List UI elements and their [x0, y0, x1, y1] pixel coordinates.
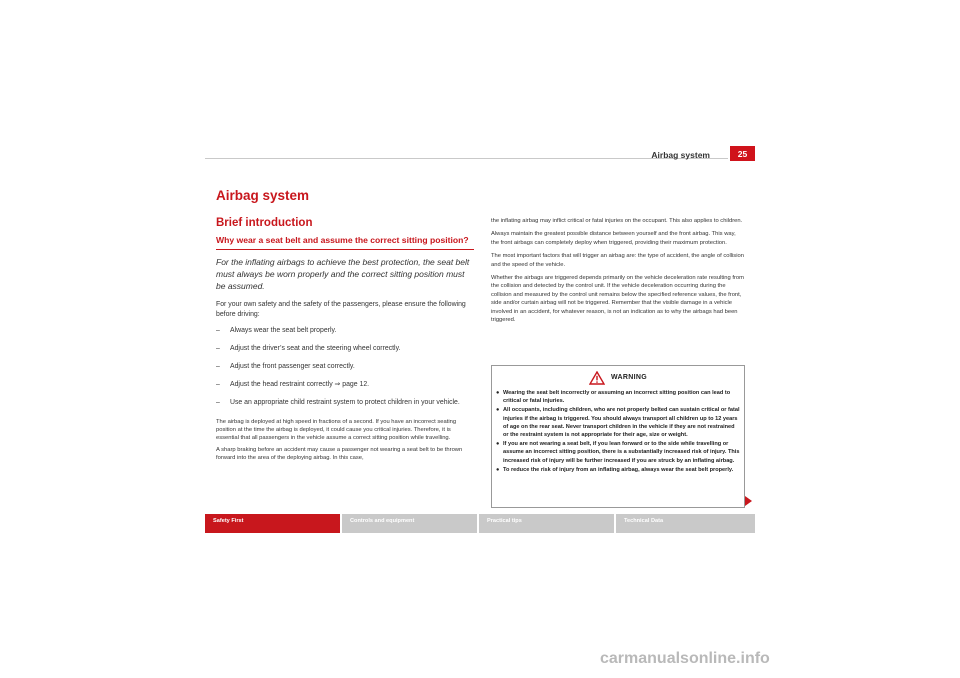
tab-controls-and-equipment[interactable]: Controls and equipment	[342, 514, 477, 533]
tab-practical-tips[interactable]: Practical tips	[479, 514, 614, 533]
running-header-title: Airbag system	[651, 150, 710, 160]
dash-marker: –	[216, 326, 220, 334]
warning-text: Wearing the seat belt incorrectly or assuming an incorrect sitting position can lead to critical or fatal injuries.	[503, 390, 731, 405]
dash-marker: –	[216, 362, 220, 370]
footer-section-tabs	[205, 514, 755, 533]
airbag-notes	[216, 418, 474, 463]
bullet-icon: ●	[496, 466, 500, 473]
note-paragraph: A sharp braking before an accident may cause a passenger not wearing a seat belt to be thrown forward into the area of the deploying airbag. In this case,	[216, 446, 463, 462]
body-paragraph: Whether the airbags are triggered depends primarily on the vehicle deceleration rate resulting from the collision and detected by the control unit. If the vehicle deceleration occurring during the collision and measured by the control unit remains below the specified reference values, the front, side and/or curtain airbag will not be triggered. Remember that the visible damage in a vehicle involved in an accident, for whatever reason, is not an indication as to why the airbags had been triggered.	[491, 275, 744, 324]
lead-text: For your own safety and the safety of the passengers, please ensure the following before driving:	[216, 300, 466, 318]
step-text: Always wear the seat belt properly.	[230, 326, 337, 334]
dash-marker: –	[216, 398, 220, 406]
body-paragraph: The most important factors that will trigger an airbag are: the type of accident, the angle of collision and the speed of the vehicle.	[491, 253, 744, 268]
warning-label: WARNING	[611, 374, 647, 381]
list-item	[216, 380, 474, 390]
intro-text: For the inflating airbags to achieve the best protection, the seat belt must always be worn properly and the correct sitting position must be assumed.	[216, 256, 470, 291]
list-item	[216, 398, 474, 408]
step-text: Use an appropriate child restraint system to protect children in your vehicle.	[230, 398, 460, 406]
body-paragraph: the inflating airbag may inflict critical or fatal injuries on the occupant. This also applies to children.	[491, 218, 743, 224]
tab-safety-first[interactable]: Safety First	[205, 514, 340, 533]
warning-triangle-icon	[589, 371, 605, 385]
section-subtitle: Why wear a seat belt and assume the correct sitting position?	[216, 235, 474, 250]
bullet-icon: ●	[496, 407, 500, 414]
list-item	[216, 362, 474, 372]
step-text: Adjust the driver’s seat and the steering wheel correctly.	[230, 344, 401, 352]
dash-marker: –	[216, 380, 220, 388]
left-column	[216, 217, 474, 466]
warning-list	[492, 389, 744, 474]
list-item	[496, 440, 740, 465]
warning-header	[492, 370, 744, 385]
step-text: Adjust the front passenger seat correctly.	[230, 362, 355, 370]
dash-marker: –	[216, 344, 220, 352]
bullet-icon: ●	[496, 390, 500, 396]
list-item	[216, 326, 474, 336]
note-paragraph: The airbag is deployed at high speed in fractions of a second. If you have an incorrect seating position at the time the airbag is deployed, it could cause you critical injuries. Therefore, it is essential that all passengers in the vehicle assume a correct sitting position while travelling.	[216, 418, 457, 442]
warning-text: To reduce the risk of injury from an inflating airbag, always wear the seat belt properly.	[503, 466, 734, 473]
continue-arrow-icon	[745, 496, 752, 506]
tab-technical-data[interactable]: Technical Data	[616, 514, 755, 533]
page-number-badge: 25	[730, 146, 755, 161]
list-item	[496, 389, 740, 405]
list-item	[496, 406, 740, 439]
warning-text: If you are not wearing a seat belt, if you lean forward or to the side while travelling or assume an incorrect sitting position, there is a substantially increased risk of injury. This increased risk of injury will be further increased if you are struck by an inflating airbag.	[503, 441, 740, 464]
chapter-title: Airbag system	[216, 188, 310, 203]
header-rule	[205, 158, 728, 159]
step-list	[216, 326, 474, 408]
step-text-with-page-link[interactable]: Adjust the head restraint correctly ⇒ page 12.	[230, 380, 370, 388]
list-item	[216, 344, 474, 354]
section-title: Brief introduction	[216, 217, 313, 229]
list-item	[496, 466, 740, 474]
warning-box	[491, 365, 745, 508]
warning-text: All occupants, including children, who are not properly belted can sustain critical or fatal injuries if the airbag is triggered. You should always transport all children up to 12 years of age on the rear seat. Never transport children in the vehicle if they are not restrained or the restraint system is not appropriate for their age, size or weight.	[503, 407, 740, 439]
bullet-icon: ●	[496, 441, 500, 448]
watermark: carmanualsonline.info	[600, 650, 770, 667]
body-paragraph: Always maintain the greatest possible distance between yourself and the front airbag. This way, the front airbags can completely deploy when triggered, providing their maximum protection.	[491, 231, 736, 246]
right-column	[491, 217, 744, 329]
